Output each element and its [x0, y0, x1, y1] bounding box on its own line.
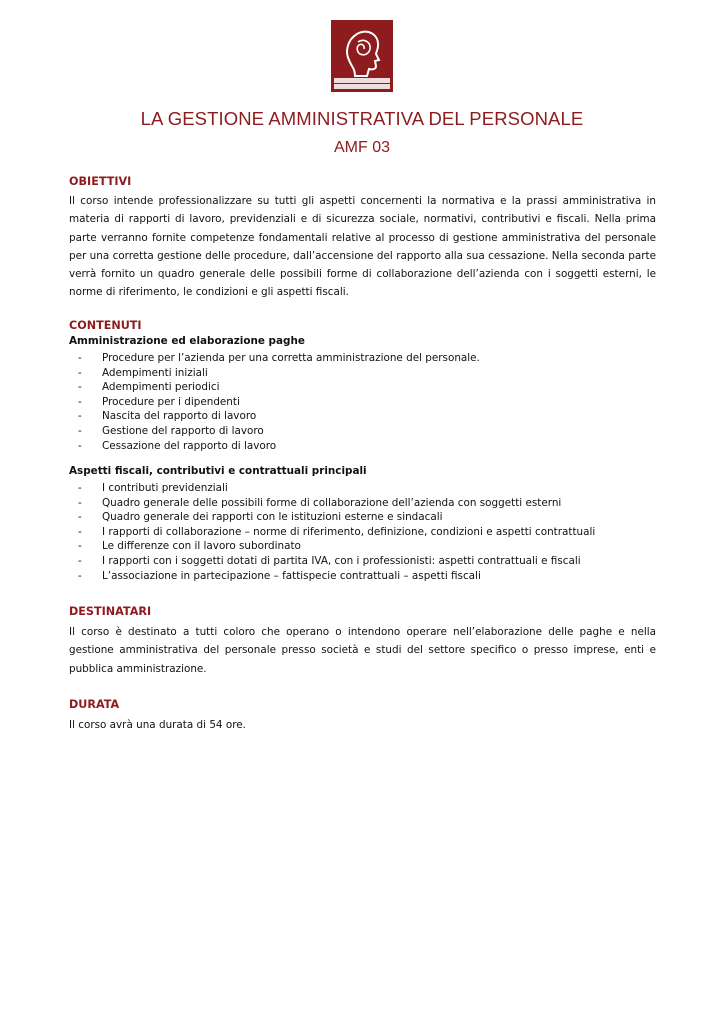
section-heading: DURATA	[69, 698, 120, 711]
list-item: - Quadro generale dei rapporti con le istituzioni esterne e sindacali	[78, 511, 443, 524]
list-item: - Nascita del rapporto di lavoro	[78, 410, 257, 423]
list-item: - Adempimenti periodici	[78, 381, 220, 394]
list-item: - Procedure per i dipendenti	[78, 395, 240, 408]
list-item: - Adempimenti iniziali	[78, 366, 208, 379]
section-contenuti	[69, 318, 656, 453]
list-item: - Quadro generale delle possibili forme di collaborazione dell’azienda con soggetti esterni	[78, 496, 562, 509]
list-item: - Cessazione del rapporto di lavoro	[78, 439, 277, 452]
head-profile-icon	[331, 20, 393, 92]
section-text: Il corso intende professionalizzare su tutti gli aspetti concernenti la normativa e la prassi amministrativa in materia di rapporti di lavoro, previdenziali e di sicurezza sociale, normativi, contributivi e fiscali. Nella prima parte verranno fornite competenze fondamentali relative al processo di gestione amministrativa del personale per una corretta gestione delle procedure, dall’accensione del rapporto alla sua cessazione. Nella seconda parte verrà fornito un quadro generale delle possibili forme di collaborazione dell’azienda con i soggetti esterni, le norme di riferimento, le condizioni e gli aspetti fiscali.	[69, 195, 656, 299]
section-heading: DESTINATARI	[69, 605, 152, 618]
section-text: Il corso avrà una durata di 54 ore.	[69, 719, 246, 731]
list-item: - L’associazione in partecipazione – fattispecie contrattuali – aspetti fiscali	[78, 569, 481, 582]
subsection-title: Aspetti fiscali, contributivi e contrattuali principali	[69, 465, 367, 477]
section-destinatari	[69, 604, 656, 678]
subsection-title: Amministrazione ed elaborazione paghe	[69, 335, 305, 347]
section-text: Il corso è destinato a tutti coloro che operano o intendono operare nell’elaborazione delle paghe e nella gestione amministrativa del personale presso società e studi del settore specifico o presso imprese, enti e pubblica amministrazione.	[69, 626, 656, 675]
course-code: AMF 03	[333, 139, 390, 156]
head-profile-logo	[331, 20, 393, 92]
list-item: - I rapporti di collaborazione – norme di riferimento, definizione, condizioni e aspetti contrattuali	[78, 525, 596, 538]
bullet-list	[69, 351, 656, 453]
section-obiettivi	[69, 174, 656, 302]
section-durata	[69, 697, 656, 734]
list-item: - Gestione del rapporto di lavoro	[78, 424, 264, 437]
list-item: - I contributi previdenziali	[78, 482, 228, 494]
section-heading: OBIETTIVI	[69, 175, 132, 188]
list-item: - Le differenze con il lavoro subordinato	[78, 540, 301, 553]
section-heading: CONTENUTI	[69, 319, 142, 332]
document-title: LA GESTIONE AMMINISTRATIVA DEL PERSONALE	[140, 108, 584, 129]
list-item: - Procedure per l’azienda per una corretta amministrazione del personale.	[78, 352, 480, 364]
subsection-aspetti	[69, 464, 656, 583]
list-item: - I rapporti con i soggetti dotati di partita IVA, con i professionisti: aspetti contrattuali e fiscali	[78, 554, 581, 567]
bullet-list	[69, 481, 656, 583]
